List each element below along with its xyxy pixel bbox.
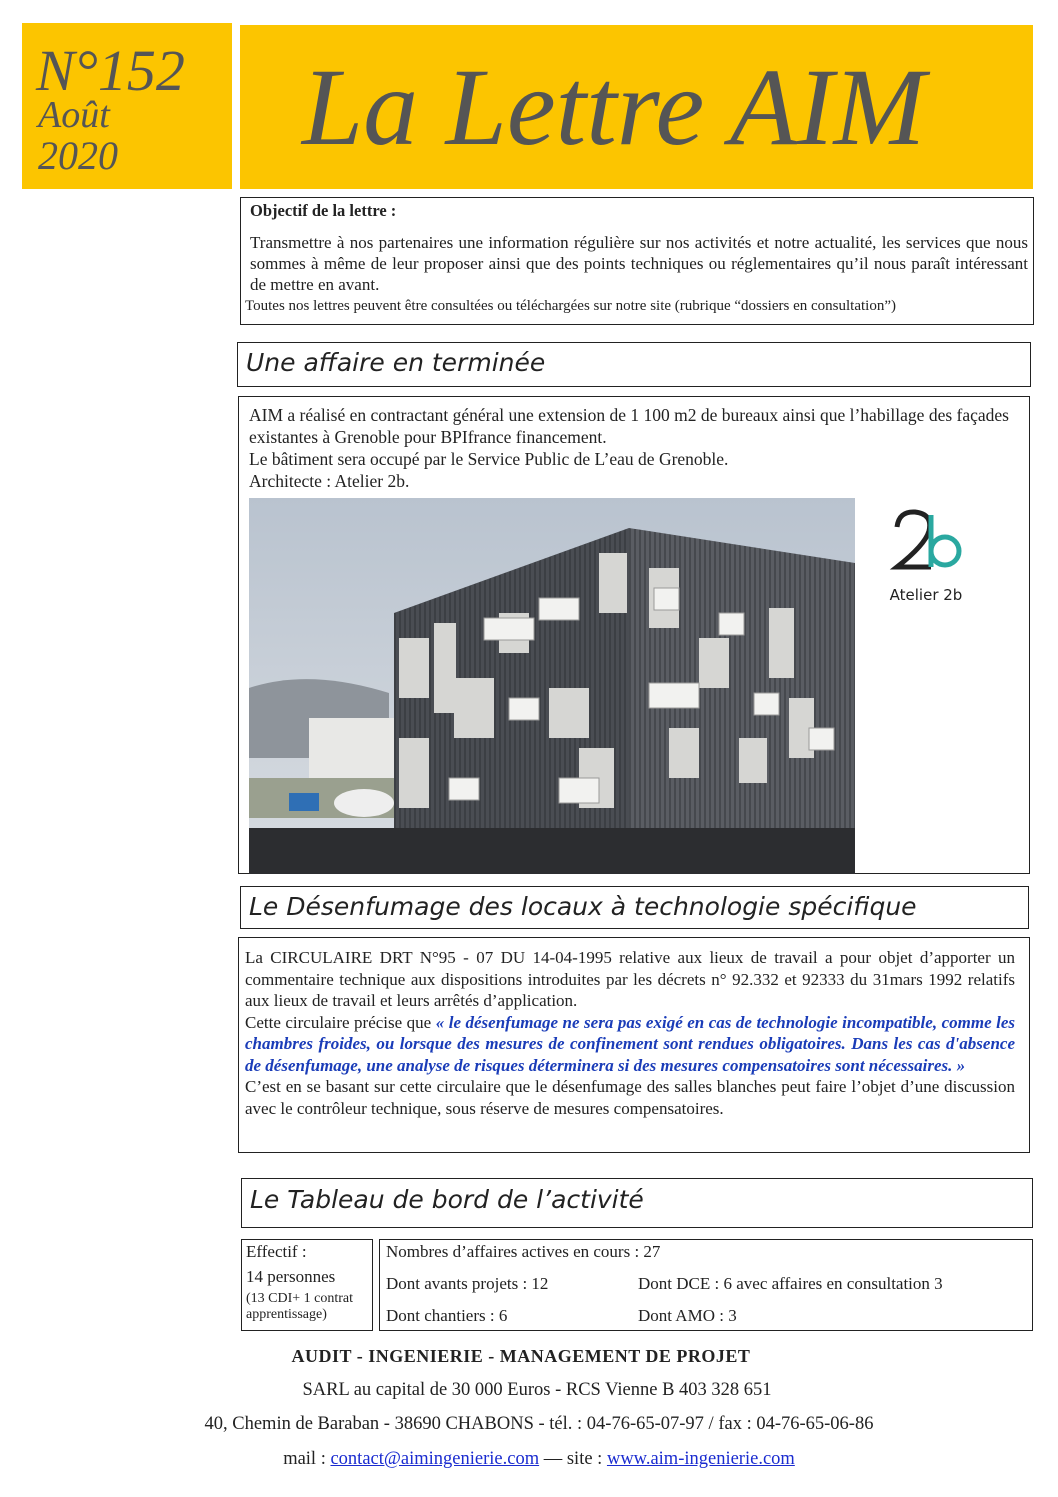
desenfumage-text [245,947,1015,1119]
mail-link[interactable]: contact@aimingenierie.com [330,1449,540,1469]
paragraph [245,1012,1015,1077]
atelier-2b-logo [889,509,969,604]
kpi-avant-projets: Dont avants projets : 12 [386,1274,549,1293]
effectif-value: 14 personnes [246,1267,336,1286]
objective-note: Toutes nos lettres peuvent être consultées ou téléchargées sur notre site (rubrique “dossiers en consultation”) [245,298,896,314]
effectif-detail: (13 CDI+ 1 contrat apprentissage) [246,1291,354,1322]
objective-text: Transmettre à nos partenaires une information régulière sur nos activités et notre actualité, les services que nous sommes à même de leur proposer ainsi que des points techniques ou réglementaires qu’il nous paraît intéressant de mettre en avant. [250,233,1028,294]
affaire-line: AIM a réalisé en contractant général une extension de 1 100 m2 de bureaux ainsi que l’habillage des façades existantes à Grenoble pour BPIfrance financement. [249,405,1009,447]
footer-tagline: AUDIT - INGENIERIE - MANAGEMENT DE PROJET [291,1346,751,1366]
objective-box [240,197,1034,325]
quote-lead: Cette circulaire précise que [245,1012,436,1032]
kpi-dce: Dont DCE : 6 avec affaires en consultation 3 [638,1274,943,1293]
paragraph: C’est en se basant sur cette circulaire que le désenfumage des salles blanches peut faire l’objet d’une discussion avec le contrôleur technique, sous réserve de mesures compensatoires. [245,1077,1015,1118]
affaire-text [249,404,1024,492]
issue-month: Août [38,94,110,136]
footer-address: 40, Chemin de Baraban - 38690 CHABONS - tél. : 04-76-65-07-97 / fax : 04-76-65-06-86 [204,1414,874,1434]
kpi-amo: Dont AMO : 3 [638,1306,737,1325]
desenfumage-box [238,937,1030,1153]
footer-contact [10,1449,1058,1470]
footer-legal: SARL au capital de 30 000 Euros - RCS Vienne B 403 328 651 [302,1380,772,1400]
effectif-box [241,1239,373,1331]
issue-year: 2020 [38,133,118,178]
affaire-line: Architecte : Atelier 2b. [249,471,410,491]
section-heading-tableau: Le Tableau de bord de l’activité [241,1178,1033,1228]
section-heading-affaire: Une affaire en terminée [237,342,1031,387]
newsletter-title: La Lettre AIM [302,46,926,168]
affaire-box [238,396,1030,874]
issue-box [22,23,232,189]
issue-number: N°152 [36,38,185,103]
kpi-chantiers: Dont chantiers : 6 [386,1306,508,1325]
logo-caption: Atelier 2b [889,586,963,604]
mail-label: mail : [283,1449,331,1469]
circular-quote: « le désenfumage ne sera pas exigé en cas de technologie incompatible, comme les chambres froides, ou lorsque des mesures de confinement sont rendues obligatoires. Dans les cas d'absence de désenfumage, une analyse de risques déterminera si des mesures compensatoires sont nécessaires. » [245,1012,1015,1075]
site-label: — site : [539,1449,607,1469]
section-heading-desenfumage: Le Désenfumage des locaux à technologie spécifique [240,886,1029,929]
kpi-box [379,1239,1033,1331]
site-link[interactable]: www.aim-ingenierie.com [606,1449,795,1469]
title-banner [240,25,1033,189]
affaire-line: Le bâtiment sera occupé par le Service Public de L’eau de Grenoble. [249,449,729,469]
paragraph: La CIRCULAIRE DRT N°95 - 07 DU 14-04-1995 relative aux lieux de travail a pour objet d’apporter un commentaire technique aux dispositions introduites par les décrets n° 92.332 et 92333 du 31mars 1992 relatifs aux lieux de travail et leurs arrêtés d’application. [245,948,1015,1010]
objective-heading: Objectif de la lettre : [250,201,397,220]
building-photo [249,498,855,874]
effectif-label: Effectif : [246,1242,307,1261]
kpi-active: Nombres d’affaires actives en cours : 27 [386,1242,661,1261]
